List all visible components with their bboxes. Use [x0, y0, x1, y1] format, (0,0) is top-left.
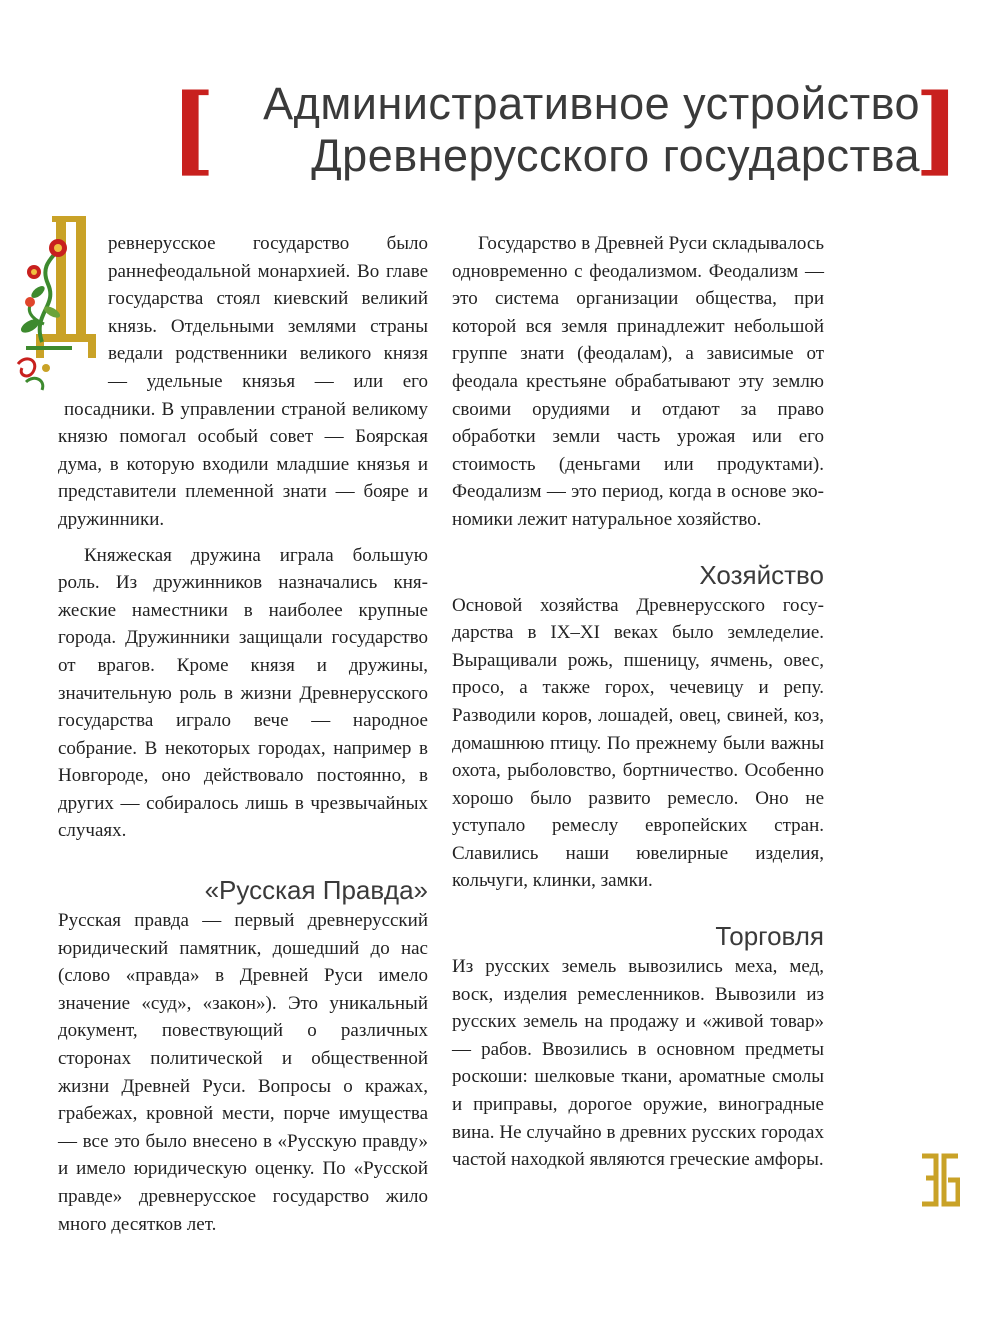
feudalism-paragraph: Государство в Древней Руси складывалось одновременно с феодализмом. Феодализм — это система организации общества, при которой вся земля принадлежит небольшой группе знати (феодалам), а зависимые от феодала крестьяне обрабатывают эту землю своими орудиями и отдают за право обработки земли часть урожая или его стоимость (деньгами или продуктами). Феодализм — это период, когда в основе экономики лежит натуральное хозяйство. — [452, 233, 824, 530]
page-number-glyph-icon — [920, 1150, 960, 1210]
economy-paragraph: Основой хозяйства Древнерусского государства в IX–XI веках было земледелие. Выращивали рожь, пшеницу, ячмень, овес, просо, а также горох, чечевицу и репу. Разводили коров, лошадей, овец, свиней, коз, домашнюю птицу. По прежнему были важны охота, рыболовство, бортничество. Особенно хорошо было развито ремесло. Оно не уступало ремеслу европейских стран. Славились наши ювелирные изделия, кольчуги, клинки, замки. — [452, 594, 824, 892]
page-header — [170, 73, 960, 186]
title-line-1: Административное устройство — [263, 78, 920, 129]
trade-paragraph: Из русских земель вывозились меха, мед, воск, изделия ремесленников. Вывозили из русских земель на продажу и «живой товар» — рабов. Ввозились в основном предметы роскоши: шелковые ткани, ароматные смолы и приправы, дорогое оружие, виноградные вина. Не случайно в древних русских городах частой находкой являются греческие амфоры. — [452, 956, 824, 1171]
section-heading-trade: Торговля — [715, 921, 824, 952]
title-bracket-right: ] — [914, 73, 960, 186]
section-heading-economy: Хозяйство — [699, 559, 824, 590]
title-line-2: Древнерусского государства — [311, 130, 920, 181]
section-heading-russkaya-pravda: «Русская Правда» — [204, 875, 428, 906]
intro-paragraph-text: ревнерусское государство было раннефеодальной монархией. Во главе государства стоял киевский великий князь. Отдельными землями страны ведали родственники великого князя — удельные князья — или его посадники. В управлении страной великому князю помогал особый совет — Боярская дума, в которую входили младшие князья и представители племенной знати — бояре и дружинники. — [58, 233, 428, 530]
left-column — [58, 230, 428, 1238]
russkaya-pravda-paragraph: Русская правда — первый древнерусский юридический памятник, дошедший до нас (слово «правда» в Древней Руси имело значение «суд», «закон»). Это уникальный документ, повествующий о различных сторонах политической и общественной жизни Древней Руси. Вопросы о кражах, грабежах, кровной мести, порче имущества — все это было внесено в «Русскую правду» и имело юридическую оценку. По «Русской правде» древнерусское государство жило много десятков лет. — [58, 910, 428, 1235]
intro-paragraph — [58, 230, 428, 534]
right-column — [452, 230, 824, 1174]
dropcap-letter-icon — [12, 214, 108, 396]
page-number — [920, 1150, 960, 1210]
title-bracket-left: [ — [170, 73, 216, 186]
page-title — [263, 78, 920, 182]
dropcap-ornament — [12, 214, 108, 396]
druzhina-paragraph: Княжеская дружина играла большую роль. Из дружинников назначались княжеские наместники в наиболее крупные города. Дружинники защищали государство от врагов. Кроме князя и дружины, значительную роль в жизни Древнерусского государства играло вече — народное собрание. В некоторых городах, например в Новгороде, оно действовало постоянно, в других — собиралось лишь в чрезвычайных случаях. — [58, 544, 428, 842]
